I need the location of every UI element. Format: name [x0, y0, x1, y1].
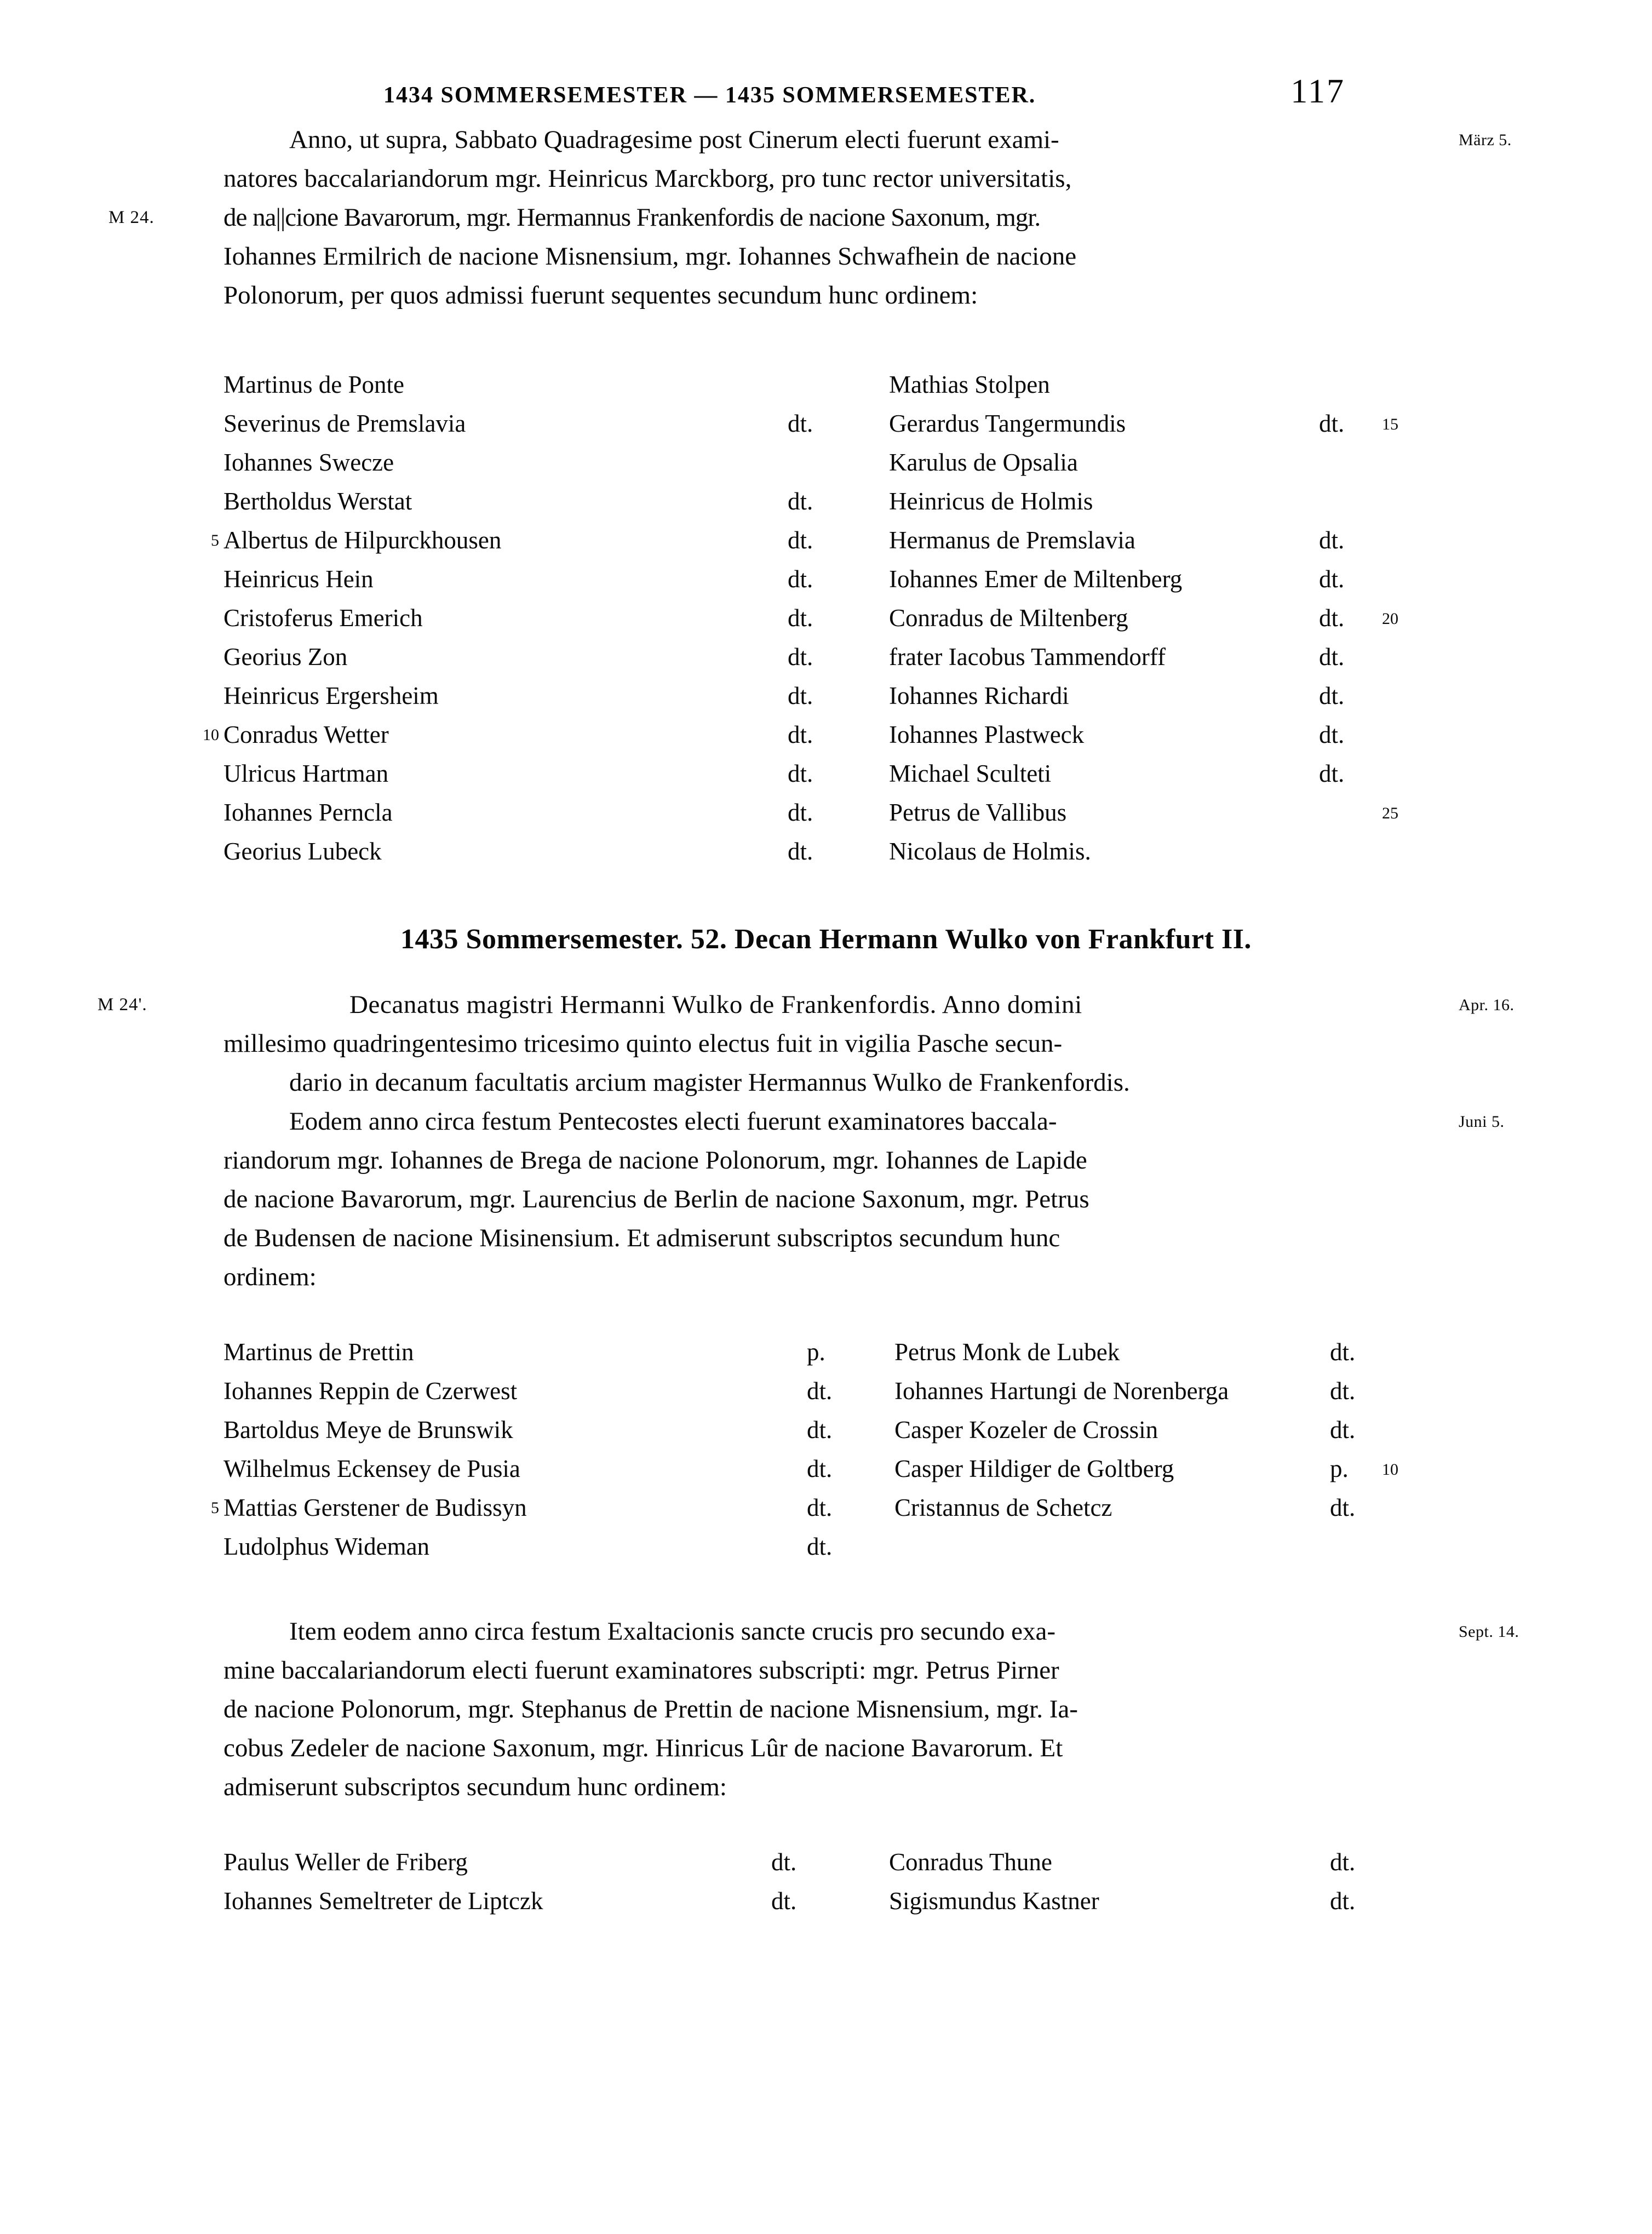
right-name: Petrus Monk de Lubek [894, 1338, 1120, 1366]
paragraph-4-line-2-text: mine baccalariandorum electi fuerunt examinatores subscripti: mgr. Petrus Pirner [223, 1656, 1059, 1685]
left-name: Martinus de Prettin [223, 1338, 414, 1366]
left-name: Georius Zon [223, 643, 348, 671]
table-row [223, 754, 1429, 793]
right-mark: p. [1330, 1455, 1349, 1482]
right-name: Michael Sculteti [889, 760, 1052, 787]
right-mark: dt. [1319, 410, 1345, 437]
left-mark: dt. [807, 1455, 833, 1482]
paragraph-3-line-3-text: de nacione Bavarorum, mgr. Laurencius de Berlin de nacione Saxonum, mgr. Petrus [223, 1185, 1089, 1213]
table-row [223, 404, 1429, 443]
left-mark: dt. [807, 1377, 833, 1405]
line-number: 5 [211, 1499, 219, 1517]
right-name: Iohannes Emer de Miltenberg [889, 565, 1183, 593]
left-mark: dt. [788, 604, 813, 632]
paragraph-3-line-2-text: riandorum mgr. Iohannes de Brega de nacione Polonorum, mgr. Iohannes de Lapide [223, 1146, 1087, 1175]
right-mark: dt. [1330, 1377, 1356, 1405]
left-mark: dt. [788, 410, 813, 437]
left-name: Cristoferus Emerich [223, 604, 423, 632]
paragraph-1-line-5 [223, 276, 1429, 315]
paragraph-1-line-2 [223, 159, 1429, 198]
table-row [223, 1333, 1429, 1372]
paragraph-1-line-1-text: Anno, ut supra, Sabbato Quadragesime post Cinerum electi fuerunt exami- [289, 125, 1059, 154]
table-row [223, 1411, 1429, 1450]
paragraph-3-line-5-text: ordinem: [223, 1263, 317, 1291]
paragraph-4-line-3 [223, 1690, 1429, 1729]
text-block [97, 121, 1519, 1921]
right-name: Conradus de Miltenberg [889, 604, 1128, 632]
right-mark: dt. [1330, 1338, 1356, 1366]
right-mark: dt. [1319, 643, 1345, 671]
left-mark: dt. [788, 799, 813, 826]
left-mark: dt. [788, 526, 813, 554]
left-name: Heinricus Ergersheim [223, 682, 439, 709]
right-line-number: 15 [1382, 415, 1398, 433]
left-name: Georius Lubeck [223, 838, 382, 865]
paragraph-4-line-3-text: de nacione Polonorum, mgr. Stephanus de Prettin de nacione Misnensium, mgr. Ia- [223, 1695, 1078, 1723]
paragraph-3-line-1-text: Eodem anno circa festum Pentecostes electi fuerunt examinatores baccala- [289, 1107, 1057, 1136]
right-name: Iohannes Plastweck [889, 721, 1085, 748]
running-head [0, 73, 1652, 121]
paragraph-4-line-1-text: Item eodem anno circa festum Exaltacionis sancte crucis pro secundo exa- [289, 1617, 1056, 1646]
paragraph-1-line-5-text: Polonorum, per quos admissi fuerunt sequentes secundum hunc ordinem: [223, 281, 978, 310]
right-name: Conradus Thune [889, 1848, 1052, 1876]
paragraph-1-line-3 [108, 198, 1429, 237]
right-line-number: 25 [1382, 804, 1398, 822]
left-mark: dt. [788, 565, 813, 593]
paragraph-3-line-3 [223, 1180, 1429, 1219]
left-name: Albertus de Hilpurckhousen [223, 526, 502, 554]
right-name: Petrus de Vallibus [889, 799, 1067, 826]
table-row [203, 715, 1429, 754]
margin-note-folio-m24: M 24. [108, 208, 154, 227]
table-row [223, 677, 1429, 715]
name-list-2 [211, 1333, 1429, 1566]
right-mark: dt. [1330, 1887, 1356, 1915]
paragraph-1-line-4-text: Iohannes Ermilrich de nacione Misnensium, mgr. Iohannes Schwafhein de nacione [223, 242, 1077, 271]
paragraph-2-line-2 [223, 1024, 1429, 1063]
left-mark: dt. [771, 1887, 797, 1915]
line-number: 10 [203, 726, 219, 744]
right-mark: dt. [1330, 1416, 1356, 1443]
right-line-number: 10 [1382, 1460, 1398, 1479]
table-row [223, 793, 1429, 832]
right-mark: dt. [1319, 604, 1345, 632]
left-mark: dt. [788, 682, 813, 709]
right-mark: dt. [1319, 565, 1345, 593]
left-name: Ludolphus Wideman [223, 1533, 430, 1560]
left-name: Iohannes Semeltreter de Liptczk [223, 1887, 543, 1915]
paragraph-4-line-1 [223, 1612, 1519, 1651]
paragraph-3-line-1 [223, 1102, 1505, 1141]
left-name: Conradus Wetter [223, 721, 389, 748]
left-name: Severinus de Premslavia [223, 410, 466, 437]
paragraph-3-line-5 [223, 1258, 1429, 1297]
name-list-3 [223, 1843, 1429, 1921]
left-mark: dt. [771, 1848, 797, 1876]
paragraph-1-line-4 [223, 237, 1429, 276]
left-mark: dt. [788, 721, 813, 748]
right-name: Hermanus de Premslavia [889, 526, 1135, 554]
paragraph-2-line-1 [97, 986, 1515, 1024]
page-number: 117 [1290, 73, 1345, 110]
margin-note-sept-14: Sept. 14. [1459, 1623, 1519, 1641]
right-name: Cristannus de Schetcz [894, 1494, 1112, 1521]
right-mark: dt. [1319, 760, 1345, 787]
paragraph-2-line-2-text: millesimo quadringentesimo tricesimo quinto electus fuit in vigilia Pasche secun- [223, 1029, 1063, 1058]
left-name: Ulricus Hartman [223, 760, 389, 787]
document-page [0, 73, 1652, 2234]
table-row [223, 1882, 1429, 1921]
table-row [223, 638, 1429, 677]
paragraph-3-line-2 [223, 1141, 1429, 1180]
left-name: Bertholdus Werstat [223, 488, 412, 515]
right-mark: dt. [1319, 682, 1345, 709]
left-mark: dt. [788, 488, 813, 515]
left-name: Iohannes Reppin de Czerwest [223, 1377, 518, 1405]
paragraph-1-line-1 [223, 121, 1512, 159]
table-row [223, 443, 1429, 482]
margin-note-apr-16: Apr. 16. [1459, 996, 1515, 1014]
table-row [223, 599, 1429, 638]
paragraph-2-line-3 [223, 1063, 1429, 1102]
left-name: Martinus de Ponte [223, 371, 404, 398]
left-mark: dt. [807, 1416, 833, 1443]
name-list-1 [203, 365, 1429, 871]
left-name: Paulus Weller de Friberg [223, 1848, 468, 1876]
running-head-title: 1434 SOMMERSEMESTER — 1435 SOMMERSEMESTER. [383, 83, 1036, 108]
left-name: Iohannes Swecze [223, 449, 394, 476]
spacer [223, 1572, 1429, 1612]
right-name: Sigismundus Kastner [889, 1887, 1099, 1915]
paragraph-4-line-5 [223, 1768, 1429, 1807]
right-name: Casper Kozeler de Crossin [894, 1416, 1158, 1443]
margin-note-juni-5: Juni 5. [1459, 1113, 1505, 1131]
right-name: Heinricus de Holmis [889, 488, 1093, 515]
table-row [223, 1843, 1429, 1882]
section-heading: 1435 Sommersemester. 52. Decan Hermann Wulko von Frankfurt II. [400, 924, 1252, 955]
table-row [223, 1450, 1429, 1488]
spacer [223, 1807, 1429, 1821]
paragraph-4-line-2 [223, 1651, 1429, 1690]
paragraph-4-line-4 [223, 1729, 1429, 1768]
left-mark: dt. [788, 643, 813, 671]
right-name: Iohannes Hartungi de Norenberga [894, 1377, 1229, 1405]
left-mark: p. [807, 1338, 825, 1366]
table-row [223, 1372, 1429, 1411]
paragraph-3-line-4 [223, 1219, 1429, 1258]
paragraph-4-line-4-text: cobus Zedeler de nacione Saxonum, mgr. Hinricus Lûr de nacione Bavarorum. Et [223, 1734, 1063, 1762]
table-row [223, 365, 1429, 404]
left-mark: dt. [807, 1533, 833, 1560]
right-name: Gerardus Tangermundis [889, 410, 1126, 437]
paragraph-4-line-5-text: admiserunt subscriptos secundum hunc ordinem: [223, 1773, 727, 1801]
table-row [223, 1527, 1429, 1566]
table-row [223, 832, 1429, 871]
right-name: Mathias Stolpen [889, 371, 1050, 398]
spacer [223, 1297, 1429, 1311]
right-name: Nicolaus de Holmis. [889, 838, 1091, 865]
right-mark: dt. [1330, 1494, 1356, 1521]
paragraph-3 [223, 1102, 1505, 1297]
table-row [211, 1488, 1429, 1527]
left-name: Wilhelmus Eckensey de Pusia [223, 1455, 520, 1482]
right-mark: dt. [1319, 526, 1345, 554]
paragraph-2 [97, 986, 1515, 1102]
right-name: Iohannes Richardi [889, 682, 1069, 709]
margin-note-folio-m24-verso: M 24'. [97, 995, 147, 1015]
right-mark: dt. [1319, 721, 1345, 748]
left-name: Iohannes Perncla [223, 799, 393, 826]
paragraph-1-line-3-text: de na||cione Bavarorum, mgr. Hermannus Frankenfordis de nacione Saxonum, mgr. [223, 203, 1041, 232]
margin-note-maerz-5: März 5. [1459, 131, 1512, 149]
paragraph-3-line-4-text: de Budensen de nacione Misinensium. Et admiserunt subscriptos secundum hunc [223, 1224, 1060, 1252]
table-row [223, 482, 1429, 521]
left-name: Bartoldus Meye de Brunswik [223, 1416, 513, 1443]
left-name: Mattias Gerstener de Budissyn [223, 1494, 527, 1521]
right-mark: dt. [1330, 1848, 1356, 1876]
paragraph-1-line-2-text: natores baccalariandorum mgr. Heinricus Marckborg, pro tunc rector universitatis, [223, 164, 1072, 193]
table-row [223, 560, 1429, 599]
paragraph-4 [223, 1612, 1519, 1807]
table-row [211, 521, 1429, 560]
paragraph-2-line-3-text: dario in decanum facultatis arcium magister Hermannus Wulko de Frankenfordis. [289, 1068, 1130, 1097]
spacer [223, 315, 1429, 343]
left-mark: dt. [788, 838, 813, 865]
right-name: Karulus de Opsalia [889, 449, 1078, 476]
right-name: Casper Hildiger de Goltberg [894, 1455, 1174, 1482]
left-name: Heinricus Hein [223, 565, 374, 593]
paragraph-1 [108, 121, 1512, 315]
paragraph-2-line-1-text: Decanatus magistri Hermanni Wulko de Frankenfordis. Anno domini [349, 990, 1082, 1019]
right-line-number: 20 [1382, 610, 1398, 628]
left-mark: dt. [788, 760, 813, 787]
left-mark: dt. [807, 1494, 833, 1521]
right-name: frater Iacobus Tammendorff [889, 643, 1166, 671]
line-number: 5 [211, 531, 219, 549]
